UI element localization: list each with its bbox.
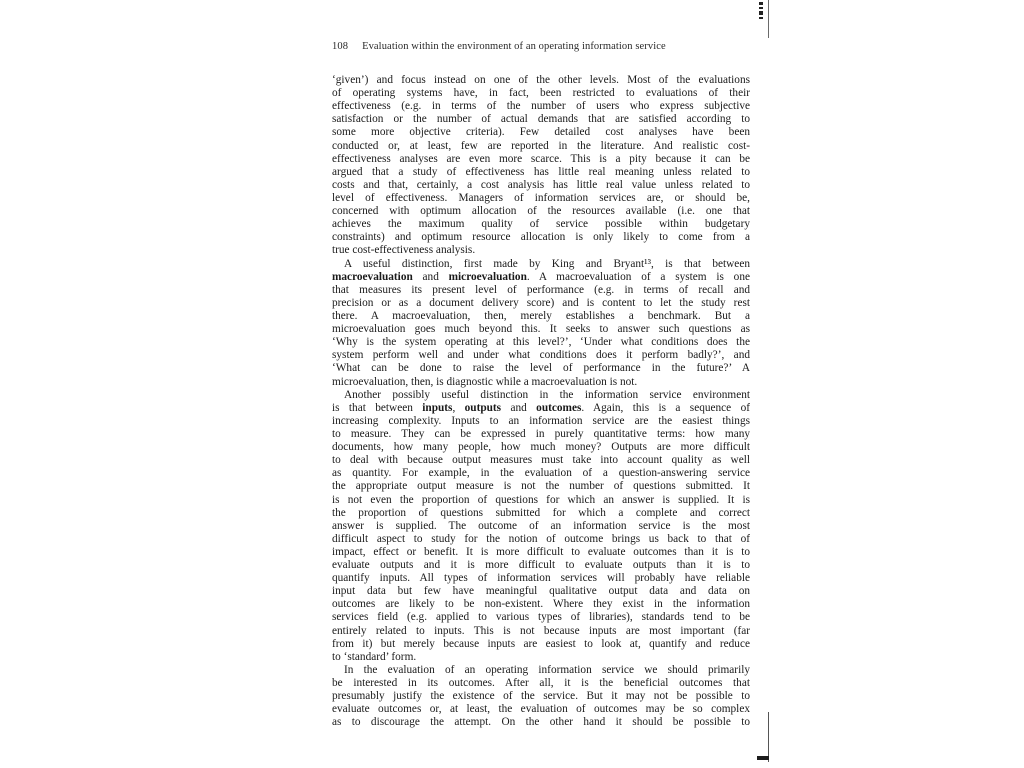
text-line — [332, 376, 750, 389]
text-segment: impact, effect or benefit. It is more difficult to evaluate outcomes than it is to — [332, 545, 750, 558]
text-line — [332, 520, 750, 533]
text-segment: costs and that, certainly, a cost analysis has little real value unless related to — [332, 178, 750, 191]
text-line — [332, 598, 750, 611]
text-segment: microevaluation goes much beyond this. It seeks to answer such questions as — [332, 323, 750, 336]
text-segment: answer is supplied. The outcome of an information service is the most — [332, 519, 750, 532]
text-segment: In the evaluation of an operating information service we should primarily — [344, 663, 750, 676]
text-line — [332, 74, 750, 87]
scan-margin-blot-bottom — [757, 756, 769, 760]
text-segment: ‘given’) and focus instead on one of the other levels. Most of the evaluations — [332, 74, 750, 86]
text-segment: and — [501, 401, 537, 414]
text-segment: some more objective criteria). Few detailed cost analyses have been — [332, 126, 750, 139]
text-segment: ‘Why is the system operating at this level?’, ‘Under what conditions does the — [332, 336, 750, 349]
text-segment: the appropriate output measure is not the number of questions submitted. It — [332, 480, 750, 493]
text-line — [332, 467, 750, 480]
text-line — [332, 284, 750, 297]
text-line — [332, 441, 750, 454]
text-segment: microevaluation, then, is diagnostic while a macroevaluation is not. — [332, 375, 638, 388]
text-line — [332, 140, 750, 153]
text-line — [332, 349, 750, 362]
text-line — [332, 153, 750, 166]
text-line — [332, 336, 750, 349]
text-segment: level of effectiveness. Managers of information services are, or should be, — [332, 191, 750, 204]
text-segment: is that between — [332, 401, 423, 414]
text-segment: Another possibly useful distinction in the information service environment — [344, 388, 750, 401]
text-line — [332, 100, 750, 113]
text-segment: there. A macroevaluation, then, merely establishes a benchmark. But a — [332, 309, 750, 322]
text-segment: the proportion of questions submitted for which a complete and correct — [332, 506, 750, 519]
text-line — [332, 690, 750, 703]
text-line — [332, 218, 750, 231]
text-line — [332, 192, 750, 205]
text-line — [332, 638, 750, 651]
text-line — [332, 87, 750, 100]
text-segment: documents, how many people, how much money? Outputs are more difficult — [332, 441, 750, 454]
text-segment: achieves the maximum quality of service possible within budgetary — [332, 218, 750, 231]
text-line — [332, 651, 750, 664]
bold-term: outcomes — [536, 401, 582, 414]
text-line — [332, 428, 750, 441]
text-line — [332, 271, 750, 284]
text-segment: A useful distinction, first made by King and Bryant¹³, is that between — [344, 257, 750, 270]
scan-margin-rule-bottom — [768, 712, 769, 762]
text-line — [332, 402, 750, 415]
text-line — [332, 611, 750, 624]
text-line — [332, 389, 750, 402]
text-segment: as quantity. For example, in the evaluation of a question-answering service — [332, 467, 750, 480]
text-segment: conducted or, at least, few are reported in the literature. And realistic cost- — [332, 139, 750, 152]
text-segment: increasing complexity. Inputs to an information service are the easiest things — [332, 414, 750, 427]
text-line — [332, 179, 750, 192]
running-head-title: Evaluation within the environment of an operating information service — [362, 41, 666, 52]
text-line — [332, 559, 750, 572]
text-segment: satisfaction or the number of actual demands that are satisfied according to — [332, 113, 750, 126]
text-line — [332, 625, 750, 638]
text-segment: evaluate outputs and it is more difficult to evaluate outputs than it is to — [332, 559, 750, 572]
text-segment: entirely related to inputs. This is not because inputs are most important (far — [332, 624, 750, 637]
text-line — [332, 677, 750, 690]
text-segment: and — [412, 270, 449, 283]
text-line — [332, 454, 750, 467]
bold-term: inputs — [422, 401, 453, 414]
text-segment: argued that a study of effectiveness has little real meaning unless related to — [332, 165, 750, 178]
text-segment: to deal with because output measures must take into account quality as well — [332, 454, 750, 467]
text-segment: presumably justify the existence of the service. But it may not be possible to — [332, 690, 750, 703]
text-segment: quantify inputs. All types of information services will probably have reliable — [332, 572, 750, 585]
text-segment: constraints) and optimum resource allocation is only likely to come from a — [332, 231, 750, 244]
bold-term: outputs — [464, 401, 502, 414]
text-line — [332, 258, 750, 271]
text-segment: ‘What can be done to raise the level of performance in the future?’ A — [332, 362, 750, 375]
text-segment: evaluate outcomes or, at least, the evaluation of outcomes may be so complex — [332, 703, 750, 716]
text-segment: from it) but merely because inputs are easiest to look at, quantify and reduce — [332, 637, 750, 650]
text-segment: of operating systems have, in fact, been restricted to evaluations of their — [332, 87, 750, 100]
text-line — [332, 297, 750, 310]
text-line — [332, 703, 750, 716]
text-line — [332, 231, 750, 244]
text-line — [332, 415, 750, 428]
text-segment: system perform well and under what conditions does it perform badly?’, and — [332, 349, 750, 362]
bold-term: macroevaluation — [332, 270, 413, 283]
text-segment: true cost-effectiveness analysis. — [332, 244, 476, 257]
text-line — [332, 664, 750, 677]
text-segment: be interested in its outcomes. After all, it is the beneficial outcomes that — [332, 677, 750, 690]
text-line — [332, 323, 750, 336]
text-segment: that measures its present level of performance (e.g. in terms of recall and — [332, 283, 750, 296]
text-line — [332, 310, 750, 323]
text-segment: concerned with optimum allocation of the resources available (i.e. one that — [332, 205, 750, 218]
text-segment: is not even the proportion of questions for which an answer is supplied. It is — [332, 493, 750, 506]
running-head — [332, 40, 752, 54]
text-segment: . A macroevaluation of a system is one — [526, 270, 750, 283]
text-line — [332, 494, 750, 507]
text-line — [332, 572, 750, 585]
text-line — [332, 716, 750, 729]
text-line — [332, 480, 750, 493]
text-line — [332, 205, 750, 218]
text-line — [332, 113, 750, 126]
scan-margin-mark-top — [759, 2, 764, 22]
text-line — [332, 507, 750, 520]
text-line — [332, 585, 750, 598]
text-segment: to ‘standard’ form. — [332, 650, 417, 663]
text-segment: difficult aspect to study for the notion of outcome brings us back to that of — [332, 532, 750, 545]
book-page — [332, 40, 752, 755]
text-segment: effectiveness analyses are even more scarce. This is a pity because it can be — [332, 152, 750, 165]
body-text — [332, 74, 750, 729]
text-segment: . Again, this is a sequence of — [581, 401, 750, 414]
text-segment: precision or as a document delivery score) and is content to let the study rest — [332, 296, 750, 309]
scan-margin-rule-top — [768, 0, 769, 38]
text-line — [332, 244, 750, 257]
text-segment: to measure. They can be expressed in purely quantitative terms: how many — [332, 427, 750, 440]
text-line — [332, 166, 750, 179]
text-segment: effectiveness (e.g. in terms of the number of users who express subjective — [332, 100, 750, 113]
text-segment: input data but few have meaningful qualitative output data and data on — [332, 585, 750, 598]
text-segment: services field (e.g. applied to various types of libraries), standards tend to be — [332, 611, 750, 624]
page-number: 108 — [332, 41, 349, 52]
bold-term: microevaluation — [448, 270, 527, 283]
text-line — [332, 362, 750, 375]
text-segment: as to discourage the attempt. On the other hand it should be possible to — [332, 716, 750, 729]
text-line — [332, 533, 750, 546]
text-segment: , — [452, 401, 465, 414]
text-line — [332, 126, 750, 139]
text-segment: outcomes are likely to be non-existent. Where they exist in the information — [332, 598, 750, 611]
text-line — [332, 546, 750, 559]
